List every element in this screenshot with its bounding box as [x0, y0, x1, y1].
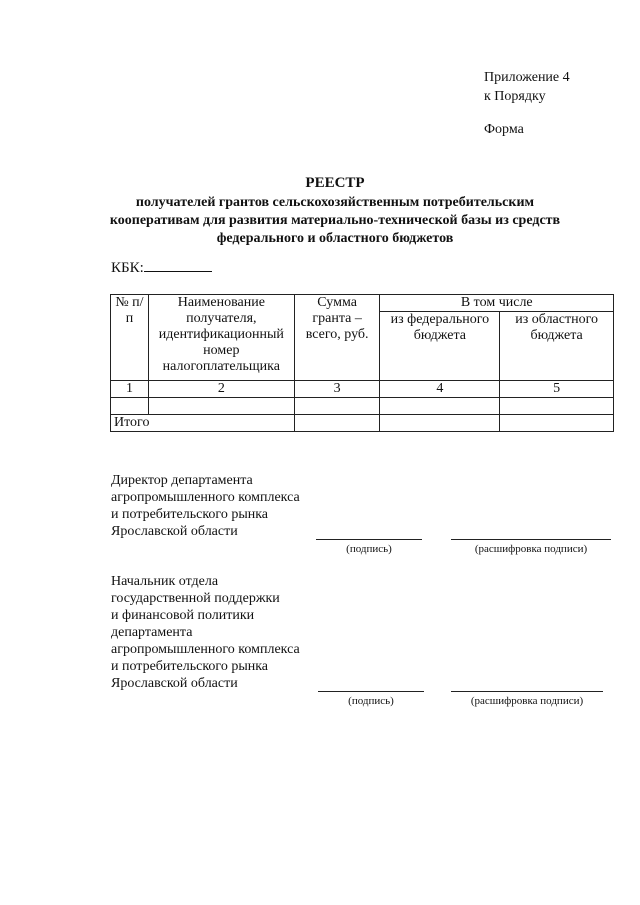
signer-line: Директор департамента	[111, 473, 253, 488]
table-cell	[111, 398, 149, 415]
col-number: 2	[148, 381, 294, 398]
decode-line	[451, 539, 611, 540]
col-number: 3	[294, 381, 380, 398]
signer-line: государственной поддержки	[111, 591, 280, 606]
header-recipient: Наименование получателя, идентификационный номер налогоплательщика	[148, 295, 294, 381]
table-cell	[294, 415, 380, 432]
kbk-blank-line	[144, 258, 212, 272]
kbk-label: КБК:	[111, 260, 144, 276]
registry-table	[110, 294, 614, 432]
decode-line	[451, 691, 603, 692]
title-main: РЕЕСТР	[305, 175, 365, 191]
appendix-reference	[484, 68, 570, 106]
table-header-row	[111, 295, 614, 312]
table-cell	[294, 398, 380, 415]
signature-caption: (подпись)	[348, 695, 394, 707]
appendix-order-ref: к Порядку	[484, 89, 546, 104]
decode-caption: (расшифровка подписи)	[474, 543, 588, 555]
signer-line: департамента	[111, 625, 193, 640]
col-number: 4	[380, 381, 500, 398]
document-title	[90, 174, 580, 248]
table-cell	[380, 415, 500, 432]
table-cell	[148, 398, 294, 415]
signer-line: агропромышленного комплекса	[111, 490, 300, 505]
header-federal: из федерального бюджета	[380, 312, 500, 381]
column-number-row	[111, 381, 614, 398]
signature-line	[316, 539, 422, 540]
col-number: 5	[500, 381, 614, 398]
title-line-2: кооперативам для развития материально-технической базы из средств	[109, 213, 561, 228]
col-number: 1	[111, 381, 149, 398]
table-cell	[500, 398, 614, 415]
signer-line: и потребительского рынка	[111, 507, 269, 522]
kbk-field	[111, 258, 212, 277]
signer-line: и потребительского рынка	[111, 659, 269, 674]
signature-caption: (подпись)	[346, 543, 392, 555]
header-regional: из областного бюджета	[500, 312, 614, 381]
signer-line: и финансовой политики	[111, 608, 255, 623]
header-num: № п/п	[111, 295, 149, 381]
title-line-3: федерального и областного бюджетов	[216, 231, 454, 246]
table-cell	[380, 398, 500, 415]
signer-director	[111, 472, 300, 540]
header-sum: Сумма гранта – всего, руб.	[294, 295, 380, 381]
total-row	[111, 415, 614, 432]
table-row	[111, 398, 614, 415]
signer-line: Начальник отдела	[111, 574, 219, 589]
form-label: Форма	[484, 122, 524, 137]
title-line-1: получателей грантов сельскохозяйственным потребительским	[135, 195, 535, 210]
signer-department-head	[111, 573, 300, 692]
signer-line: Ярославской области	[111, 524, 238, 539]
signer-line: Ярославской области	[111, 676, 238, 691]
signer-line: агропромышленного комплекса	[111, 642, 300, 657]
table-cell	[500, 415, 614, 432]
total-label: Итого	[111, 415, 295, 432]
header-including: В том числе	[380, 295, 614, 312]
appendix-number: Приложение 4	[484, 70, 570, 85]
signature-line	[318, 691, 424, 692]
decode-caption: (расшифровка подписи)	[470, 695, 584, 707]
